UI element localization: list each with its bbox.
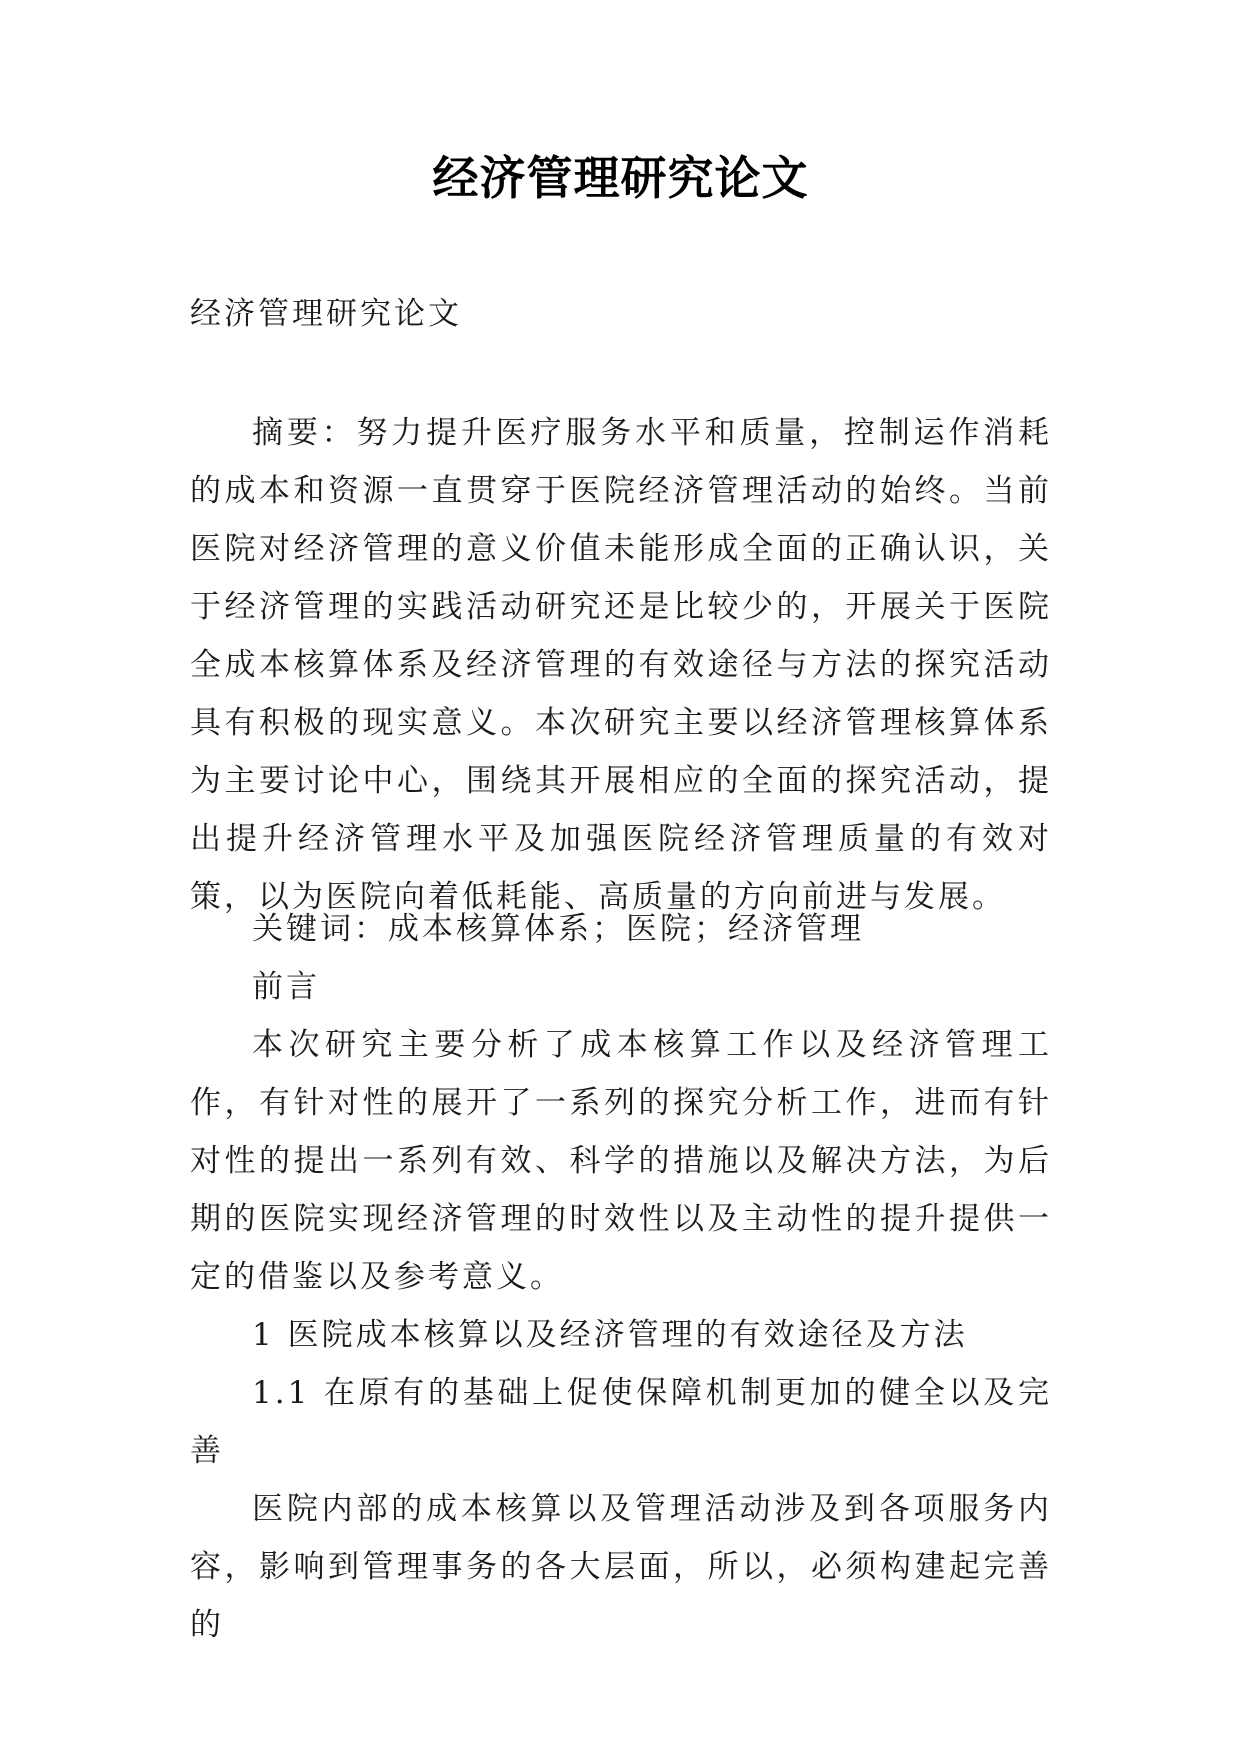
preface-paragraph: 本次研究主要分析了成本核算工作以及经济管理工作，有针对性的展开了一系列的探究分析工作，进而有针对性的提出一系列有效、科学的措施以及解决方法，为后期的医院实现经济管理的时效性以及主动性的提升提供一定的借鉴以及参考意义。 — [190, 1027, 1052, 1295]
section-1-1-heading: 1.1 在原有的基础上促使保障机制更加的健全以及完善 — [190, 1375, 1052, 1469]
main-body — [190, 900, 1052, 1654]
abstract-paragraph: 摘要：努力提升医疗服务水平和质量，控制运作消耗的成本和资源一直贯穿于医院经济管理活动的始终。当前医院对经济管理的意义价值未能形成全面的正确认识，关于经济管理的实践活动研究还是比较少的，开展关于医院全成本核算体系及经济管理的有效途径与方法的探究活动具有积极的现实意义。本次研究主要以经济管理核算体系为主要讨论中心，围绕其开展相应的全面的探究活动，提出提升经济管理水平及加强医院经济管理质量的有效对策，以为医院向着低耗能、高质量的方向前进与发展。 — [190, 415, 1052, 915]
preface-heading: 前言 — [252, 969, 320, 1005]
section-1-heading: 1 医院成本核算以及经济管理的有效途径及方法 — [252, 1317, 968, 1353]
section-1-1-paragraph: 医院内部的成本核算以及管理活动涉及到各项服务内容，影响到管理事务的各大层面，所以，必须构建起完善的 — [190, 1491, 1052, 1643]
document-subtitle: 经济管理研究论文 — [190, 296, 462, 332]
abstract-block — [190, 404, 1052, 926]
page-title: 经济管理研究论文 — [432, 151, 809, 205]
keywords-line: 关键词：成本核算体系；医院；经济管理 — [252, 911, 864, 947]
